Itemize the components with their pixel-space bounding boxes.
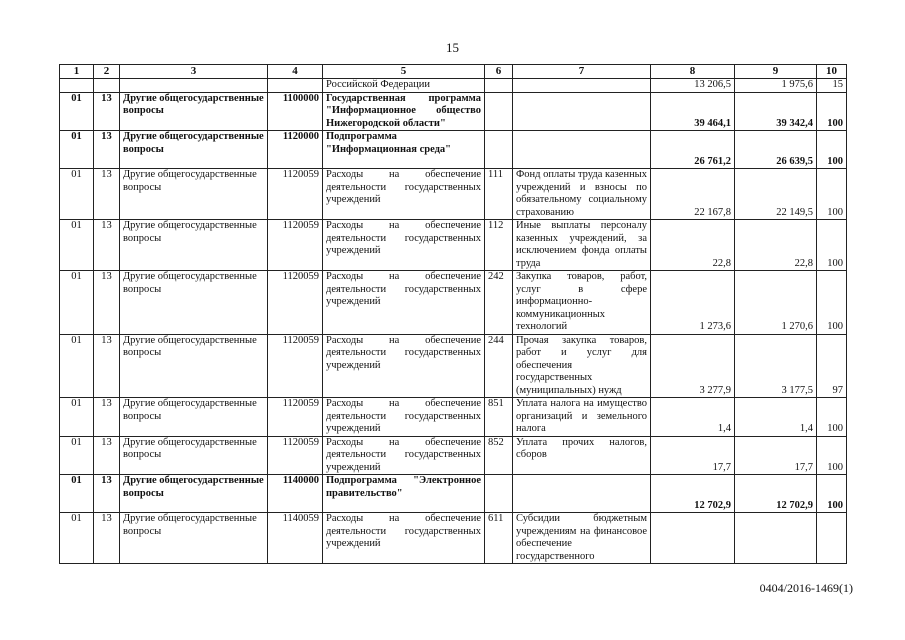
cell-col-5: Российской Федерации (323, 79, 485, 93)
cell-col-8: 22,8 (651, 220, 735, 271)
cell-col-7: Прочая закупка товаров, работ и услуг для обеспечения государственных (муниципальных) нужд (513, 334, 651, 398)
cell-col-5: Расходы на обеспечение деятельности государственных учреждений (323, 334, 485, 398)
cell-col-5: Расходы на обеспечение деятельности государственных учреждений (323, 169, 485, 220)
table-row (60, 513, 847, 564)
cell-col-5: Подпрограмма "Информационная среда" (323, 131, 485, 169)
cell-col-9: 26 639,5 (735, 131, 817, 169)
cell-col-6: 112 (485, 220, 513, 271)
column-header-7: 7 (513, 65, 651, 79)
cell-col-5: Расходы на обеспечение деятельности государственных учреждений (323, 271, 485, 335)
cell-col-8: 22 167,8 (651, 169, 735, 220)
table-row (60, 398, 847, 437)
cell-col-3: Другие общегосударственные вопросы (120, 92, 268, 131)
cell-col-2: 13 (94, 131, 120, 169)
column-header-2: 2 (94, 65, 120, 79)
cell-col-5: Расходы на обеспечение деятельности государственных учреждений (323, 398, 485, 437)
column-header-1: 1 (60, 65, 94, 79)
cell-col-7: Субсидии бюджетным учреждениям на финансовое обеспечение государственного (513, 513, 651, 564)
cell-col-3: Другие общегосударственные вопросы (120, 169, 268, 220)
cell-col-3: Другие общегосударственные вопросы (120, 334, 268, 398)
table-row (60, 271, 847, 335)
cell-col-10: 100 (817, 436, 847, 475)
cell-col-3: Другие общегосударственные вопросы (120, 398, 268, 437)
cell-col-7: Уплата налога на имущество организаций и земельного налога (513, 398, 651, 437)
cell-col-8: 26 761,2 (651, 131, 735, 169)
cell-col-7: Фонд оплаты труда казенных учреждений и взносы по обязательному социальному страхованию (513, 169, 651, 220)
cell-col-1: 01 (60, 92, 94, 131)
column-header-10: 10 (817, 65, 847, 79)
cell-col-2: 13 (94, 398, 120, 437)
cell-col-9: 3 177,5 (735, 334, 817, 398)
budget-table (59, 64, 847, 564)
table-row (60, 436, 847, 475)
table-header-row (60, 65, 847, 79)
cell-col-10: 100 (817, 92, 847, 131)
cell-col-4 (268, 79, 323, 93)
document-code: 0404/2016-1469(1) (759, 581, 853, 595)
cell-col-7 (513, 79, 651, 93)
cell-col-7 (513, 131, 651, 169)
cell-col-9 (735, 513, 817, 564)
cell-col-9: 1 270,6 (735, 271, 817, 335)
table-row (60, 131, 847, 169)
cell-col-7: Иные выплаты персоналу казенных учреждений, за исключением фонда оплаты труда (513, 220, 651, 271)
cell-col-5: Расходы на обеспечение деятельности государственных учреждений (323, 436, 485, 475)
cell-col-8: 1,4 (651, 398, 735, 437)
cell-col-3: Другие общегосударственные вопросы (120, 271, 268, 335)
cell-col-2: 13 (94, 334, 120, 398)
cell-col-10: 100 (817, 220, 847, 271)
cell-col-6 (485, 475, 513, 513)
table-row (60, 475, 847, 513)
cell-col-6 (485, 79, 513, 93)
cell-col-9: 1 975,6 (735, 79, 817, 93)
cell-col-7: Закупка товаров, работ, услуг в сфере информационно-коммуникационных технологий (513, 271, 651, 335)
cell-col-2: 13 (94, 436, 120, 475)
cell-col-10 (817, 513, 847, 564)
cell-col-8: 3 277,9 (651, 334, 735, 398)
cell-col-8: 39 464,1 (651, 92, 735, 131)
cell-col-8: 12 702,9 (651, 475, 735, 513)
cell-col-6: 611 (485, 513, 513, 564)
cell-col-1: 01 (60, 436, 94, 475)
table-body (60, 79, 847, 564)
table-row (60, 334, 847, 398)
cell-col-10: 100 (817, 169, 847, 220)
cell-col-6: 852 (485, 436, 513, 475)
cell-col-9: 12 702,9 (735, 475, 817, 513)
cell-col-1: 01 (60, 513, 94, 564)
cell-col-3: Другие общегосударственные вопросы (120, 475, 268, 513)
cell-col-10: 100 (817, 475, 847, 513)
cell-col-1: 01 (60, 169, 94, 220)
cell-col-6 (485, 131, 513, 169)
cell-col-5: Подпрограмма "Электронное правительство" (323, 475, 485, 513)
cell-col-9: 17,7 (735, 436, 817, 475)
cell-col-10: 100 (817, 131, 847, 169)
cell-col-4: 1120059 (268, 169, 323, 220)
table-row (60, 92, 847, 131)
column-header-9: 9 (735, 65, 817, 79)
cell-col-7 (513, 475, 651, 513)
column-header-3: 3 (120, 65, 268, 79)
cell-col-4: 1140000 (268, 475, 323, 513)
cell-col-9: 39 342,4 (735, 92, 817, 131)
cell-col-1 (60, 79, 94, 93)
table-row (60, 79, 847, 93)
cell-col-3: Другие общегосударственные вопросы (120, 131, 268, 169)
cell-col-4: 1120059 (268, 271, 323, 335)
cell-col-4: 1120059 (268, 220, 323, 271)
page-number: 15 (446, 40, 459, 55)
column-header-4: 4 (268, 65, 323, 79)
cell-col-6: 242 (485, 271, 513, 335)
cell-col-5: Расходы на обеспечение деятельности государственных учреждений (323, 513, 485, 564)
cell-col-3: Другие общегосударственные вопросы (120, 220, 268, 271)
cell-col-7 (513, 92, 651, 131)
cell-col-10: 100 (817, 398, 847, 437)
cell-col-4: 1120000 (268, 131, 323, 169)
cell-col-9: 22 149,5 (735, 169, 817, 220)
cell-col-8: 13 206,5 (651, 79, 735, 93)
column-header-8: 8 (651, 65, 735, 79)
cell-col-4: 1120059 (268, 436, 323, 475)
cell-col-6: 244 (485, 334, 513, 398)
cell-col-6: 851 (485, 398, 513, 437)
cell-col-4: 1140059 (268, 513, 323, 564)
cell-col-2: 13 (94, 220, 120, 271)
cell-col-9: 22,8 (735, 220, 817, 271)
cell-col-2: 13 (94, 92, 120, 131)
cell-col-4: 1100000 (268, 92, 323, 131)
cell-col-10: 97 (817, 334, 847, 398)
cell-col-1: 01 (60, 398, 94, 437)
cell-col-2: 13 (94, 271, 120, 335)
cell-col-1: 01 (60, 131, 94, 169)
table-row (60, 220, 847, 271)
cell-col-3 (120, 79, 268, 93)
cell-col-4: 1120059 (268, 398, 323, 437)
cell-col-9: 1,4 (735, 398, 817, 437)
cell-col-3: Другие общегосударственные вопросы (120, 513, 268, 564)
cell-col-2: 13 (94, 169, 120, 220)
cell-col-2: 13 (94, 513, 120, 564)
column-header-5: 5 (323, 65, 485, 79)
cell-col-8: 1 273,6 (651, 271, 735, 335)
cell-col-8 (651, 513, 735, 564)
cell-col-10: 15 (817, 79, 847, 93)
cell-col-3: Другие общегосударственные вопросы (120, 436, 268, 475)
cell-col-5: Государственная программа "Информационное общество Нижегородской области" (323, 92, 485, 131)
cell-col-10: 100 (817, 271, 847, 335)
cell-col-6: 111 (485, 169, 513, 220)
column-header-6: 6 (485, 65, 513, 79)
cell-col-1: 01 (60, 271, 94, 335)
cell-col-2 (94, 79, 120, 93)
cell-col-5: Расходы на обеспечение деятельности государственных учреждений (323, 220, 485, 271)
cell-col-1: 01 (60, 220, 94, 271)
cell-col-7: Уплата прочих налогов, сборов (513, 436, 651, 475)
cell-col-8: 17,7 (651, 436, 735, 475)
cell-col-6 (485, 92, 513, 131)
cell-col-2: 13 (94, 475, 120, 513)
cell-col-4: 1120059 (268, 334, 323, 398)
table-row (60, 169, 847, 220)
cell-col-1: 01 (60, 334, 94, 398)
cell-col-1: 01 (60, 475, 94, 513)
